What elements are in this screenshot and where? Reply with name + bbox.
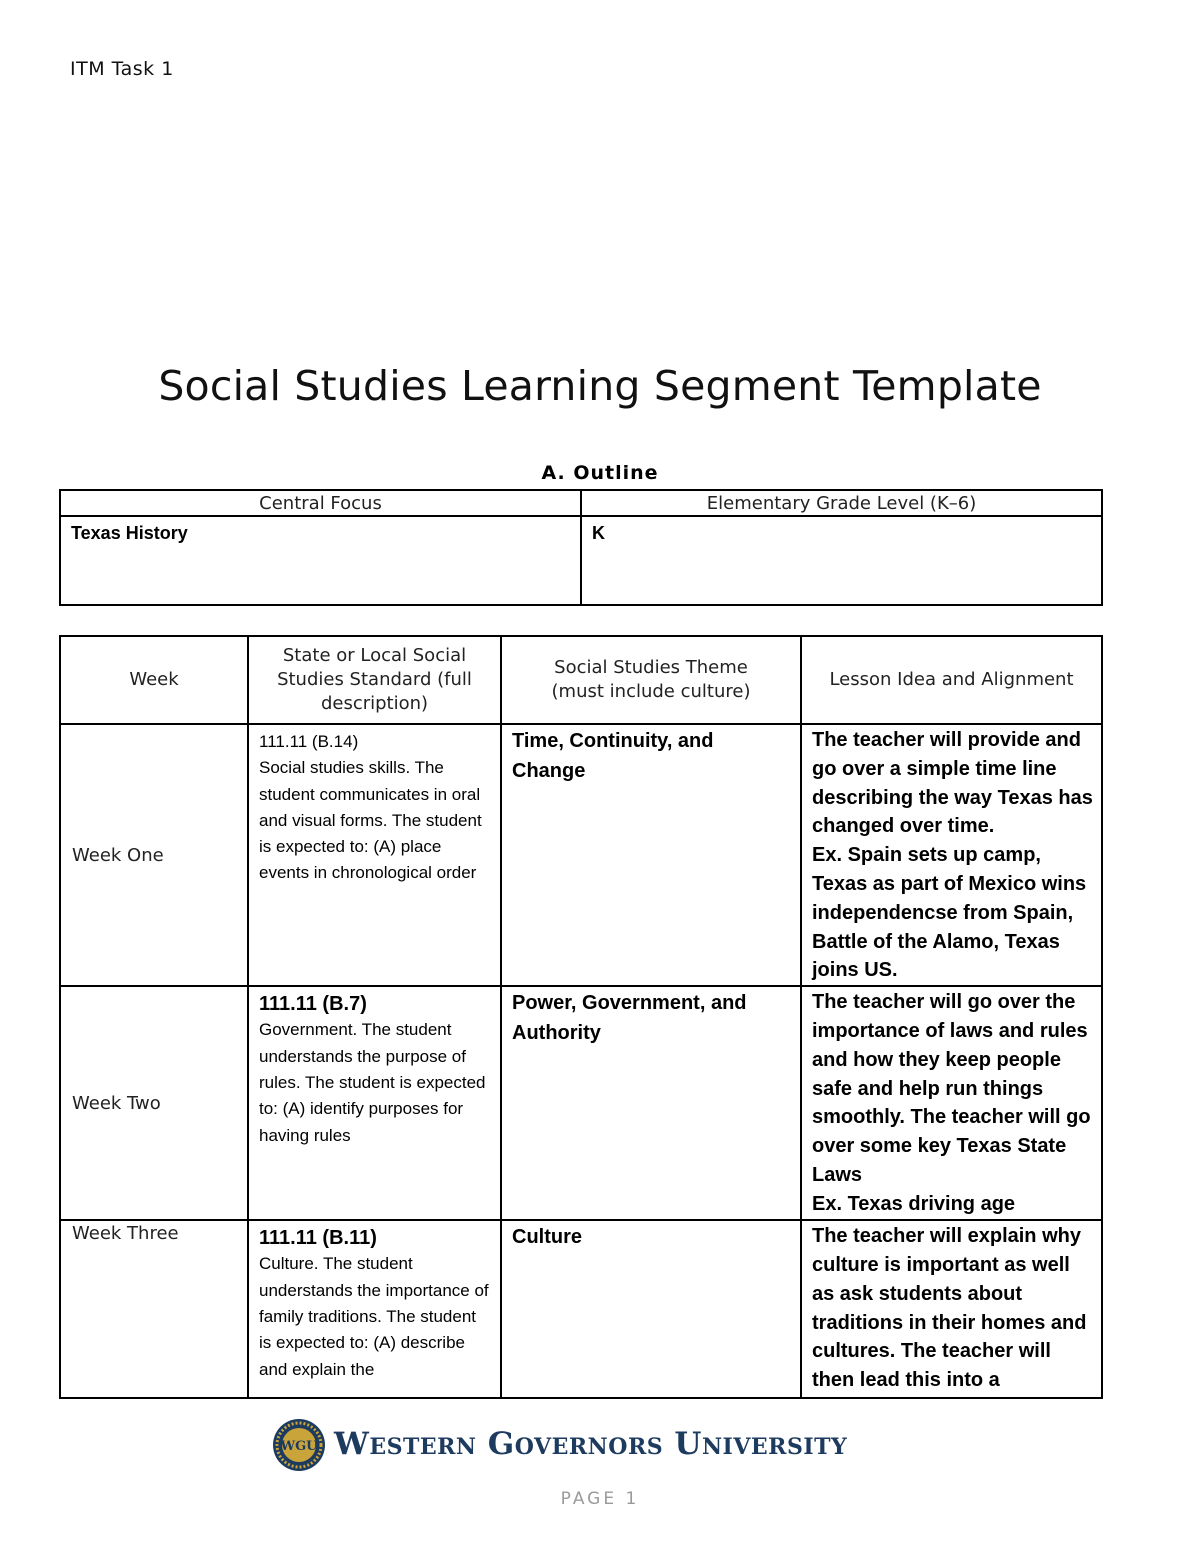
- lesson-cell: [801, 986, 1102, 1220]
- outline-header-row: [60, 490, 1102, 516]
- theme-cell: Time, Continuity, and Change: [501, 724, 801, 986]
- standard-cell: [248, 986, 501, 1220]
- university-seal-icon: [272, 1418, 326, 1472]
- lesson-description: The teacher will go over the importance of laws and rules and how they keep people safe and help run things smoothly. The teacher will go over some key Texas State Laws: [812, 991, 1091, 1186]
- seal-text: WGU: [280, 1439, 318, 1454]
- central-focus-value: Texas History: [60, 516, 581, 605]
- table-row: [60, 724, 1102, 986]
- grade-level-value: K: [581, 516, 1102, 605]
- page-header: ITM Task 1: [70, 58, 174, 80]
- header-central-focus: Central Focus: [60, 490, 581, 516]
- lesson-example: Ex. Texas driving age: [812, 1192, 1016, 1215]
- week-label: Week Two: [60, 986, 248, 1220]
- theme-cell: Culture: [501, 1220, 801, 1398]
- plan-header-row: [60, 636, 1102, 724]
- wgu-logo: [272, 1418, 892, 1472]
- standard-description: Culture. The student understands the importance of family traditions. The student is expected to: (A) describe and explain the: [259, 1254, 489, 1379]
- standard-cell: [248, 724, 501, 986]
- standard-code: 111.11 (B.14): [259, 732, 359, 751]
- standard-description: Government. The student understands the purpose of rules. The student is expected to: (A) identify purposes for having rules: [259, 1020, 486, 1145]
- document-title: Social Studies Learning Segment Template: [158, 362, 1042, 410]
- table-row: [60, 986, 1102, 1220]
- lesson-description: The teacher will provide and go over a simple time line describing the way Texas has changed over time.: [812, 729, 1093, 838]
- section-heading: A. Outline: [541, 462, 659, 484]
- lesson-cell: [801, 1220, 1102, 1398]
- standard-code: 111.11 (B.11): [259, 1227, 377, 1250]
- table-row: [60, 1220, 1102, 1398]
- page-number: PAGE 1: [560, 1489, 640, 1509]
- header-grade-level: Elementary Grade Level (K–6): [581, 490, 1102, 516]
- outline-table: [59, 489, 1103, 606]
- header-standard: State or Local Social Studies Standard (full description): [248, 636, 501, 724]
- learning-segment-table: [59, 635, 1103, 1399]
- logo-wordmark: Western Governors University: [334, 1426, 848, 1462]
- week-label: Week One: [60, 724, 248, 986]
- header-theme: Social Studies Theme (must include culture): [501, 636, 801, 724]
- lesson-cell: [801, 724, 1102, 986]
- standard-description: Social studies skills. The student communicates in oral and visual forms. The student is expected to: (A) place events in chronological order: [259, 758, 482, 883]
- header-week: Week: [60, 636, 248, 724]
- week-label: Week Three: [60, 1220, 248, 1398]
- header-lesson: Lesson Idea and Alignment: [801, 636, 1102, 724]
- lesson-example: Ex. Spain sets up camp, Texas as part of Mexico wins independencse from Spain, Battle of the Alamo, Texas joins US.: [812, 844, 1087, 982]
- standard-code: 111.11 (B.7): [259, 993, 367, 1016]
- standard-cell: [248, 1220, 501, 1398]
- outline-value-row: [60, 516, 1102, 605]
- lesson-description: The teacher will explain why culture is important as well as ask students about traditions in their homes and cultures. The teacher will then lead this into a: [812, 1225, 1087, 1392]
- theme-cell: Power, Government, and Authority: [501, 986, 801, 1220]
